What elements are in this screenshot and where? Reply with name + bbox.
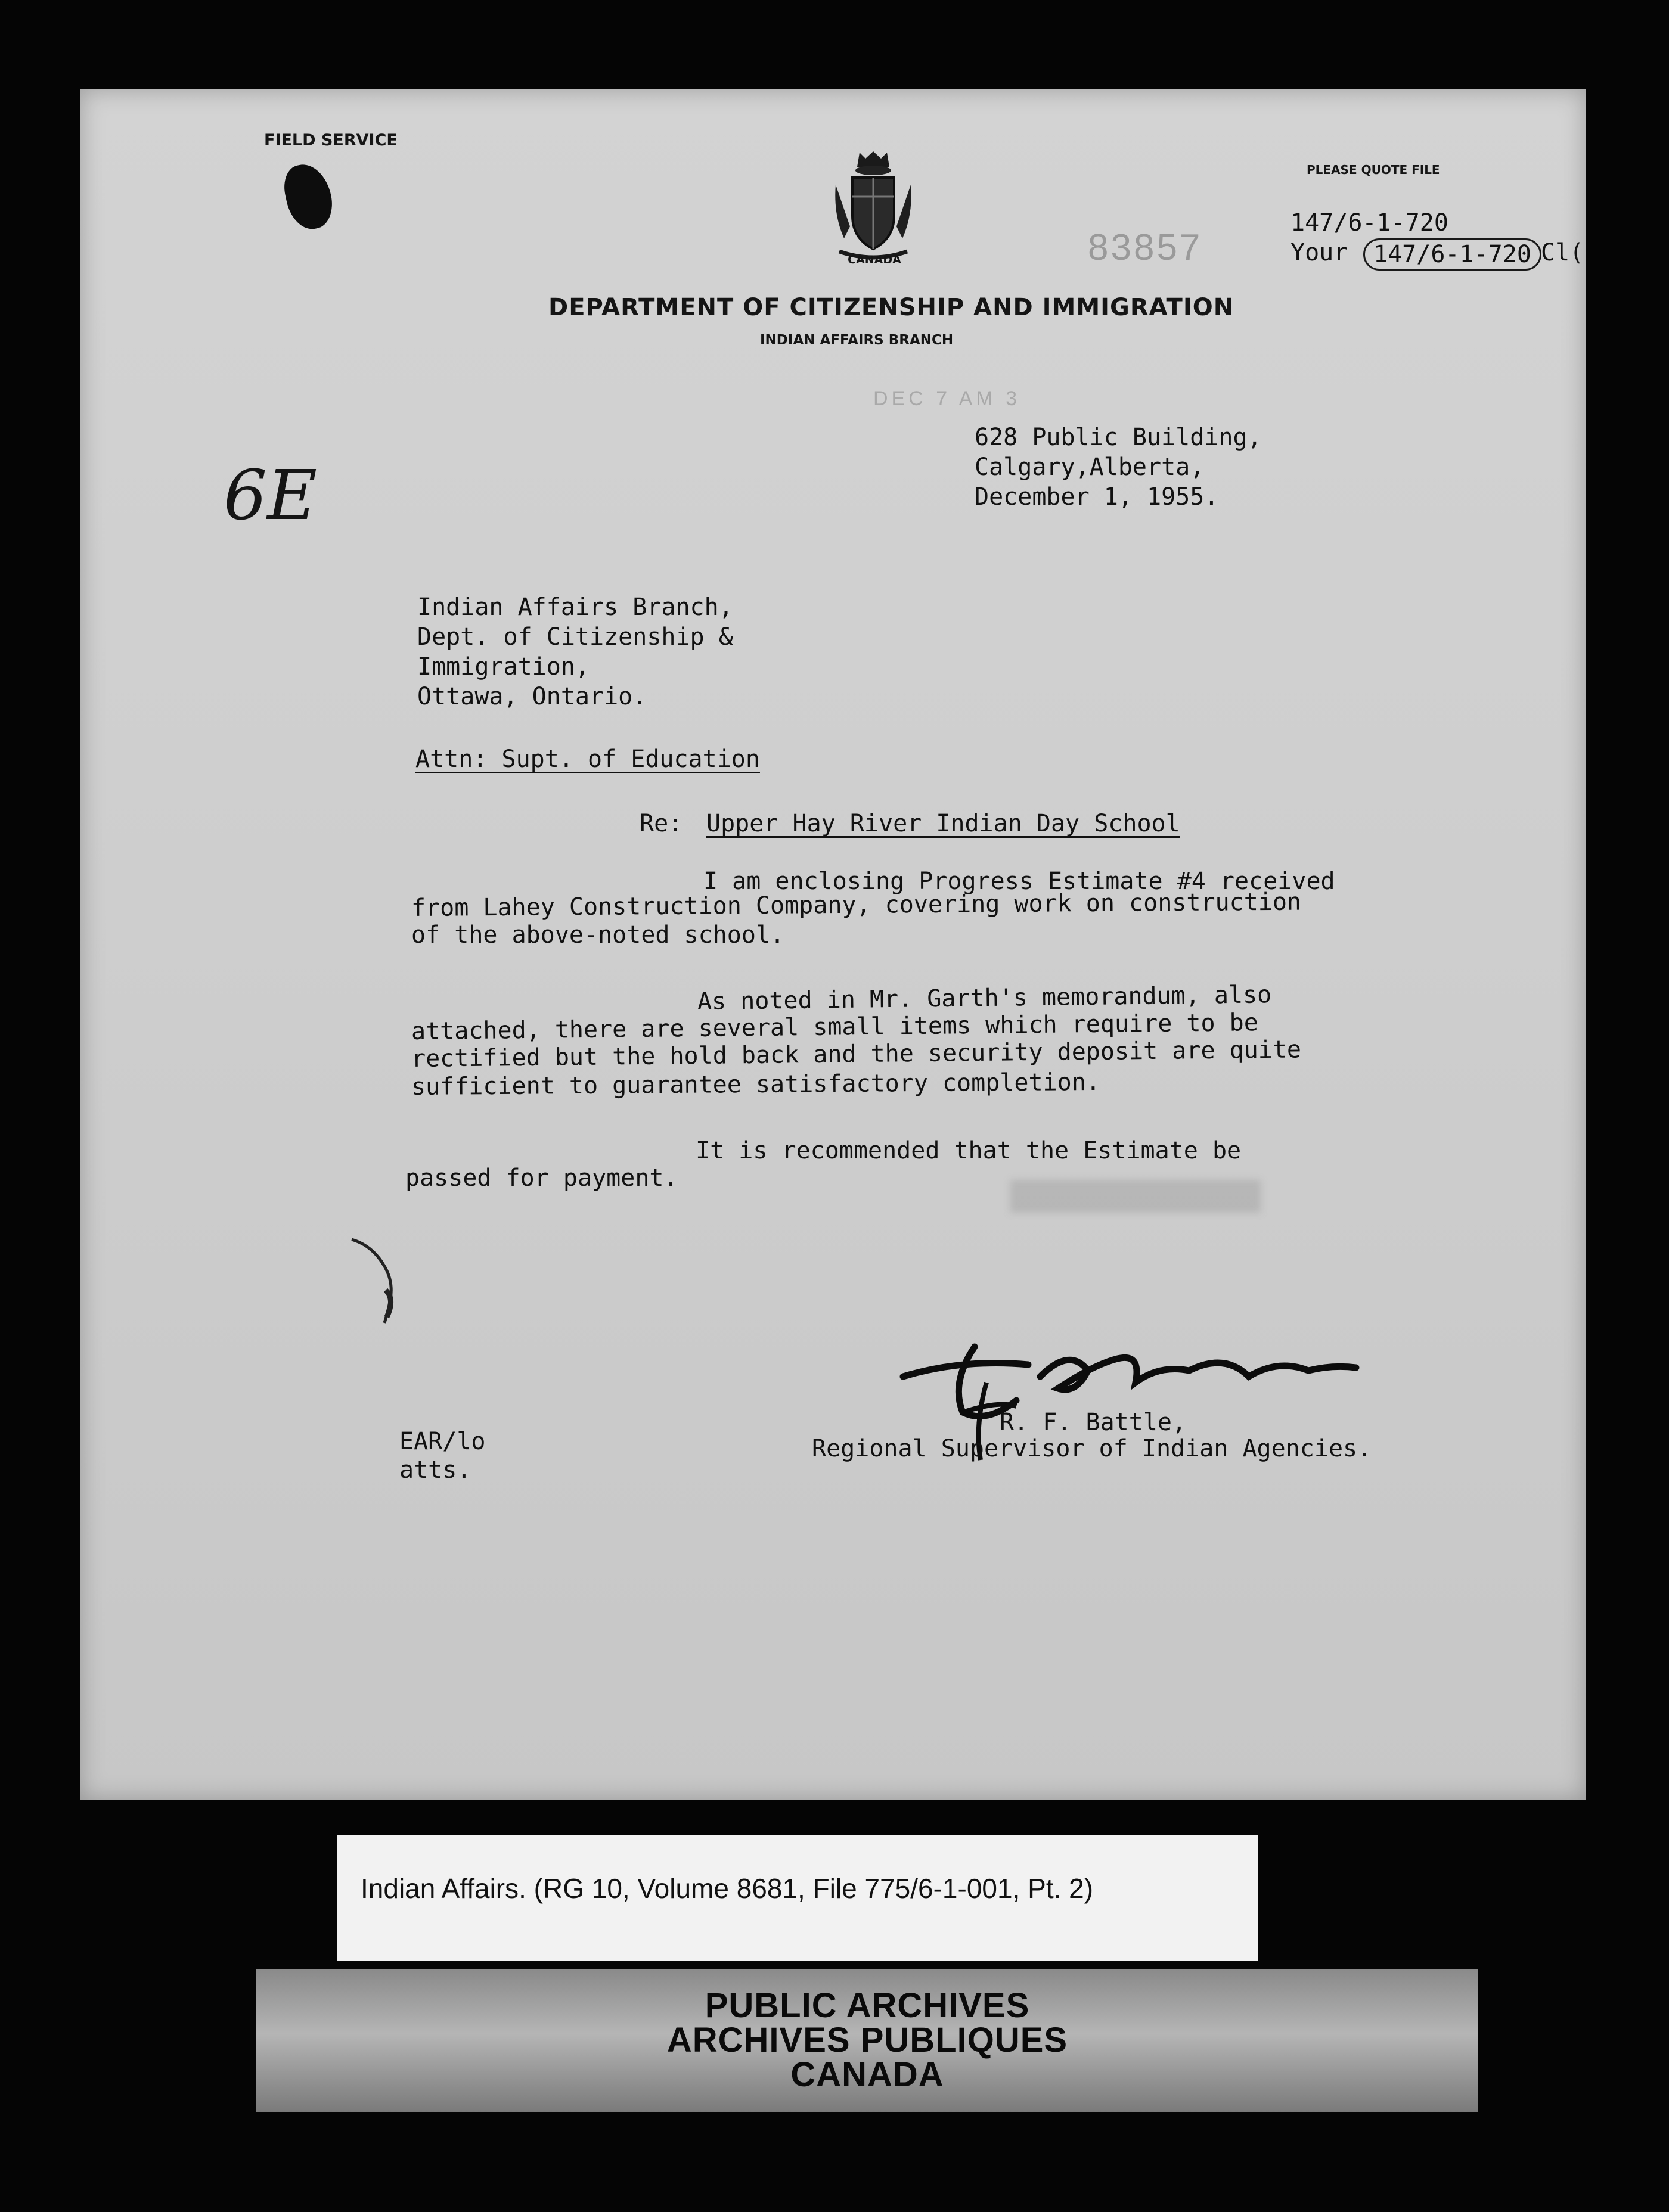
re-label: Re: [640, 810, 683, 837]
our-file-number: 147/6-1-720 [1290, 209, 1448, 237]
recipient-line-2: Dept. of Citizenship & [417, 623, 733, 651]
paragraph-3-first-line: It is recommended that the Estimate be [696, 1137, 1242, 1164]
signatory-title: Regional Supervisor of Indian Agencies. [812, 1435, 1372, 1462]
your-file-label: Your [1290, 239, 1348, 266]
public-archives-banner [256, 1969, 1478, 2112]
recipient-line-4: Ottawa, Ontario. [417, 683, 647, 710]
registry-number-stamp: 83857 [1088, 227, 1203, 268]
archives-line-2: ARCHIVES PUBLIQUES [666, 2021, 1068, 2059]
re-subject: Upper Hay River Indian Day School [706, 810, 1180, 837]
archives-banner-text [256, 1986, 1478, 2094]
pen-scribble-mark [349, 1234, 420, 1329]
letter-page [80, 89, 1586, 1800]
faint-smudge [1010, 1180, 1261, 1213]
sender-address-line-1: 628 Public Building, [975, 424, 1262, 451]
attention-line: Attn: Supt. of Education [415, 745, 760, 773]
quote-file-label: PLEASE QUOTE FILE [1307, 163, 1440, 177]
attachments-note: atts. [399, 1456, 471, 1484]
branch-heading: INDIAN AFFAIRS BRANCH [760, 333, 954, 348]
paragraph-3-line-2: passed for payment. [405, 1164, 678, 1192]
your-file-number: 147/6-1-720 [1363, 238, 1541, 271]
field-service-label: FIELD SERVICE [264, 131, 398, 150]
margin-note: 6E [224, 456, 318, 536]
coat-of-arms-icon [829, 149, 918, 262]
archives-line-1: PUBLIC ARCHIVES [705, 1986, 1030, 2025]
archive-reference-text: Indian Affairs. (RG 10, Volume 8681, File 775/6-1-001, Pt. 2) [361, 1873, 1094, 1904]
punched-hole-mark [280, 160, 337, 233]
paragraph-2-first-line: As noted in Mr. Garth's memorandum, also [697, 981, 1272, 1015]
archive-reference-card [337, 1835, 1258, 1961]
file-suffix: Cl( [1541, 239, 1584, 266]
letter-date: December 1, 1955. [975, 483, 1219, 511]
typist-initials: EAR/lo [399, 1428, 486, 1455]
paragraph-1-line-3: of the above-noted school. [411, 921, 785, 949]
recipient-line-3: Immigration, [417, 653, 590, 681]
sender-address-line-2: Calgary,Alberta, [975, 453, 1205, 481]
crest-caption: CANADA [848, 253, 901, 266]
recipient-line-1: Indian Affairs Branch, [417, 594, 733, 621]
paragraph-2-line-2: attached, there are several small items which require to be [411, 1009, 1259, 1045]
paragraph-1-first-line: I am enclosing Progress Estimate #4 received [703, 868, 1335, 895]
received-date-stamp: DEC 7 AM 3 [873, 387, 1021, 410]
signatory-name: R. F. Battle, [1000, 1409, 1187, 1436]
department-heading: DEPARTMENT OF CITIZENSHIP AND IMMIGRATION [548, 294, 1234, 321]
archives-line-3: CANADA [790, 2055, 944, 2094]
paragraph-2-line-3: rectified but the hold back and the security deposit are quite [411, 1036, 1302, 1073]
paragraph-1-line-2: from Lahey Construction Company, covering work on construction [411, 888, 1302, 922]
paragraph-2-line-4: sufficient to guarantee satisfactory completion. [411, 1068, 1101, 1101]
